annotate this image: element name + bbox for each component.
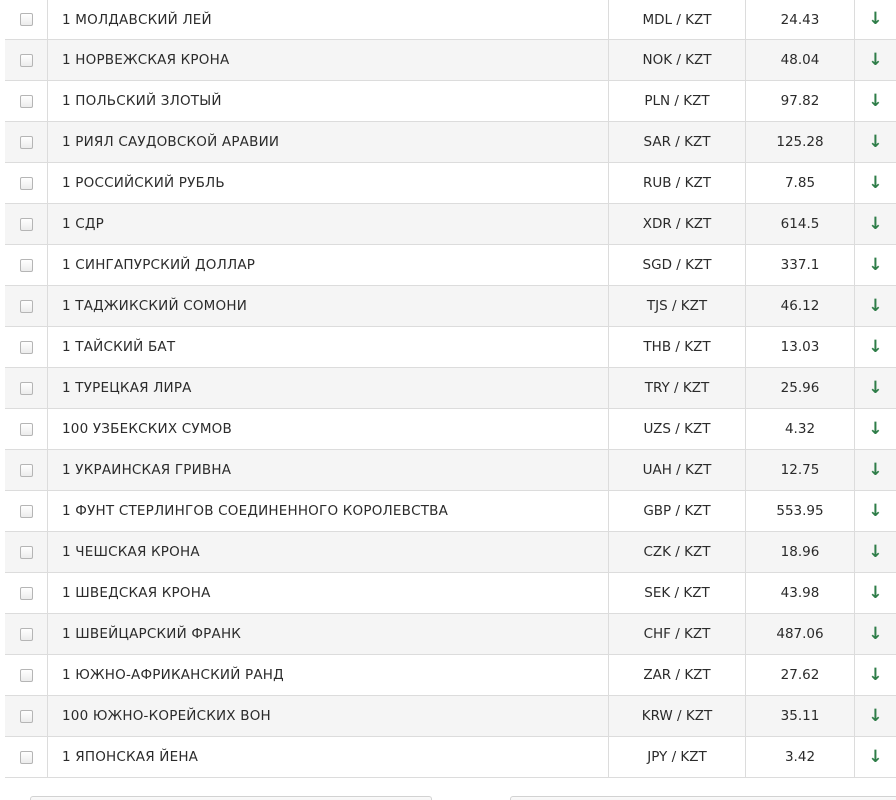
arrow-down-icon: ↓: [868, 623, 883, 644]
table-row[interactable]: [5, 491, 896, 532]
row-select-cell: [5, 655, 48, 696]
checkbox-icon[interactable]: [20, 136, 33, 149]
trend-cell: [855, 122, 896, 163]
exchange-rate-value: 3.42: [746, 737, 855, 778]
currency-name-cell: [48, 204, 609, 245]
trend-cell: [855, 532, 896, 573]
row-select-cell: [5, 0, 48, 40]
checkbox-icon[interactable]: [20, 54, 33, 67]
trend-cell: [855, 40, 896, 81]
arrow-down-icon: ↓: [868, 254, 883, 275]
currency-name-cell: [48, 286, 609, 327]
exchange-rate-value: 4.32: [746, 409, 855, 450]
exchange-rate-value: 18.96: [746, 532, 855, 573]
arrow-down-icon: ↓: [868, 9, 883, 29]
currency-pair: TJS / KZT: [609, 286, 746, 327]
currency-name: 1 ПОЛЬСКИЙ ЗЛОТЫЙ: [62, 93, 222, 109]
bottom-controls: [0, 778, 896, 800]
checkbox-icon[interactable]: [20, 546, 33, 559]
currency-pair: MDL / KZT: [609, 0, 746, 40]
arrow-down-icon: ↓: [868, 90, 883, 111]
trend-cell: [855, 286, 896, 327]
table-row[interactable]: [5, 327, 896, 368]
currency-name: 1 ШВЕДСКАЯ КРОНА: [62, 585, 211, 601]
table-row[interactable]: [5, 0, 896, 40]
table-row[interactable]: [5, 409, 896, 450]
arrow-down-icon: ↓: [868, 172, 883, 193]
exchange-rate-value: 48.04: [746, 40, 855, 81]
arrow-down-icon: ↓: [868, 49, 883, 70]
currency-name: 1 СИНГАПУРСКИЙ ДОЛЛАР: [62, 257, 256, 273]
checkbox-icon[interactable]: [20, 177, 33, 190]
currency-pair: ZAR / KZT: [609, 655, 746, 696]
table-row[interactable]: [5, 573, 896, 614]
currency-name: 1 ШВЕЙЦАРСКИЙ ФРАНК: [62, 626, 242, 642]
currency-name-cell: [48, 368, 609, 409]
arrow-down-icon: ↓: [868, 213, 883, 234]
row-select-cell: [5, 368, 48, 409]
checkbox-icon[interactable]: [20, 628, 33, 641]
currency-pair: CHF / KZT: [609, 614, 746, 655]
exchange-rates-table: [5, 0, 896, 778]
table-row[interactable]: [5, 655, 896, 696]
currency-pair: TRY / KZT: [609, 368, 746, 409]
exchange-rate-value: 12.75: [746, 450, 855, 491]
currency-pair: JPY / KZT: [609, 737, 746, 778]
trend-cell: [855, 450, 896, 491]
arrow-down-icon: ↓: [868, 418, 883, 439]
currency-pair: KRW / KZT: [609, 696, 746, 737]
currency-pair: GBP / KZT: [609, 491, 746, 532]
checkbox-icon[interactable]: [20, 259, 33, 272]
currency-pair: XDR / KZT: [609, 204, 746, 245]
currency-name: 1 ЧЕШСКАЯ КРОНА: [62, 544, 200, 560]
exchange-rate-value: 614.5: [746, 204, 855, 245]
currency-pair: UZS / KZT: [609, 409, 746, 450]
currency-name: 100 УЗБЕКСКИХ СУМОВ: [62, 421, 232, 437]
table-row[interactable]: [5, 368, 896, 409]
trend-cell: [855, 696, 896, 737]
currency-name: 1 ЮЖНО-АФРИКАНСКИЙ РАНД: [62, 667, 284, 683]
currency-name-cell: [48, 245, 609, 286]
trend-cell: [855, 0, 896, 40]
trend-cell: [855, 614, 896, 655]
arrow-down-icon: ↓: [868, 582, 883, 603]
currency-name: 1 МОЛДАВСКИЙ ЛЕЙ: [62, 11, 212, 28]
arrow-down-icon: ↓: [868, 746, 883, 767]
row-select-cell: [5, 409, 48, 450]
exchange-rate-value: 7.85: [746, 163, 855, 204]
checkbox-icon[interactable]: [20, 341, 33, 354]
currency-name: 1 ТУРЕЦКАЯ ЛИРА: [62, 380, 192, 396]
checkbox-icon[interactable]: [20, 95, 33, 108]
table-row[interactable]: [5, 737, 896, 778]
row-select-cell: [5, 122, 48, 163]
currency-name: 1 ЯПОНСКАЯ ЙЕНА: [62, 749, 199, 765]
currency-name: 1 ТАДЖИКСКИЙ СОМОНИ: [62, 298, 248, 314]
row-select-cell: [5, 163, 48, 204]
currency-name: 1 ФУНТ СТЕРЛИНГОВ СОЕДИНЕННОГО КОРОЛЕВСТВА: [62, 503, 449, 519]
currency-name: 1 РИЯЛ САУДОВСКОЙ АРАВИИ: [62, 134, 280, 150]
currency-name: 1 ТАЙСКИЙ БАТ: [62, 339, 176, 355]
row-select-cell: [5, 327, 48, 368]
exchange-rate-value: 487.06: [746, 614, 855, 655]
currency-pair: THB / KZT: [609, 327, 746, 368]
arrow-down-icon: ↓: [868, 131, 883, 152]
currency-name: 1 УКРАИНСКАЯ ГРИВНА: [62, 462, 232, 478]
checkbox-icon[interactable]: [20, 218, 33, 231]
exchange-rate-value: 43.98: [746, 573, 855, 614]
trend-cell: [855, 163, 896, 204]
row-select-cell: [5, 245, 48, 286]
currency-name-cell: [48, 450, 609, 491]
checkbox-icon[interactable]: [20, 505, 33, 518]
currency-name: 1 РОССИЙСКИЙ РУБЛЬ: [62, 175, 225, 191]
bottom-left-button[interactable]: [30, 796, 432, 800]
trend-cell: [855, 737, 896, 778]
currency-name-cell: [48, 491, 609, 532]
trend-cell: [855, 491, 896, 532]
trend-cell: [855, 409, 896, 450]
currency-name-cell: [48, 737, 609, 778]
arrow-down-icon: ↓: [868, 295, 883, 316]
row-select-cell: [5, 204, 48, 245]
exchange-rate-value: 27.62: [746, 655, 855, 696]
currency-name-cell: [48, 409, 609, 450]
table-row[interactable]: [5, 696, 896, 737]
table-row[interactable]: [5, 204, 896, 245]
currency-name-cell: [48, 122, 609, 163]
table-row[interactable]: [5, 40, 896, 81]
arrow-down-icon: ↓: [868, 705, 883, 726]
exchange-rate-value: 24.43: [746, 0, 855, 40]
trend-cell: [855, 245, 896, 286]
currency-pair: CZK / KZT: [609, 532, 746, 573]
currency-name-cell: [48, 327, 609, 368]
currency-name: 1 НОРВЕЖСКАЯ КРОНА: [62, 52, 230, 68]
checkbox-icon[interactable]: [20, 423, 33, 436]
table-row[interactable]: [5, 532, 896, 573]
currency-pair: SAR / KZT: [609, 122, 746, 163]
checkbox-icon[interactable]: [20, 669, 33, 682]
table-row[interactable]: [5, 286, 896, 327]
row-select-cell: [5, 286, 48, 327]
currency-pair: RUB / KZT: [609, 163, 746, 204]
table-row[interactable]: [5, 614, 896, 655]
arrow-down-icon: ↓: [868, 500, 883, 521]
table-row[interactable]: [5, 245, 896, 286]
row-select-cell: [5, 450, 48, 491]
currency-pair: SGD / KZT: [609, 245, 746, 286]
arrow-down-icon: ↓: [868, 541, 883, 562]
trend-cell: [855, 573, 896, 614]
row-select-cell: [5, 40, 48, 81]
trend-cell: [855, 368, 896, 409]
currency-name-cell: [48, 40, 609, 81]
row-select-cell: [5, 532, 48, 573]
exchange-rate-value: 35.11: [746, 696, 855, 737]
row-select-cell: [5, 737, 48, 778]
row-select-cell: [5, 81, 48, 122]
currency-name-cell: [48, 532, 609, 573]
currency-pair: PLN / KZT: [609, 81, 746, 122]
checkbox-icon[interactable]: [20, 464, 33, 477]
exchange-rate-value: 25.96: [746, 368, 855, 409]
currency-pair: NOK / KZT: [609, 40, 746, 81]
table-row[interactable]: [5, 450, 896, 491]
currency-name-cell: [48, 655, 609, 696]
exchange-rate-value: 337.1: [746, 245, 855, 286]
checkbox-icon[interactable]: [20, 382, 33, 395]
rates-table-body: [5, 0, 896, 778]
bottom-right-button[interactable]: [510, 796, 896, 800]
checkbox-icon[interactable]: [20, 710, 33, 723]
trend-cell: [855, 81, 896, 122]
row-select-cell: [5, 573, 48, 614]
exchange-rate-value: 46.12: [746, 286, 855, 327]
currency-name-cell: [48, 614, 609, 655]
currency-name: 1 СДР: [62, 216, 104, 232]
currency-name-cell: [48, 81, 609, 122]
checkbox-icon[interactable]: [20, 587, 33, 600]
arrow-down-icon: ↓: [868, 336, 883, 357]
trend-cell: [855, 655, 896, 696]
checkbox-icon[interactable]: [20, 751, 33, 764]
checkbox-icon[interactable]: [20, 300, 33, 313]
arrow-down-icon: ↓: [868, 459, 883, 480]
arrow-down-icon: ↓: [868, 377, 883, 398]
currency-name-cell: [48, 696, 609, 737]
row-select-cell: [5, 614, 48, 655]
currency-name-cell: [48, 0, 609, 40]
trend-cell: [855, 204, 896, 245]
currency-pair: UAH / KZT: [609, 450, 746, 491]
exchange-rate-value: 553.95: [746, 491, 855, 532]
currency-name: 100 ЮЖНО-КОРЕЙСКИХ ВОН: [62, 708, 271, 724]
row-select-cell: [5, 696, 48, 737]
table-row[interactable]: [5, 81, 896, 122]
row-select-cell: [5, 491, 48, 532]
exchange-rate-value: 13.03: [746, 327, 855, 368]
trend-cell: [855, 327, 896, 368]
currency-pair: SEK / KZT: [609, 573, 746, 614]
table-row[interactable]: [5, 163, 896, 204]
exchange-rate-value: 97.82: [746, 81, 855, 122]
exchange-rate-value: 125.28: [746, 122, 855, 163]
currency-name-cell: [48, 573, 609, 614]
arrow-down-icon: ↓: [868, 664, 883, 685]
checkbox-icon[interactable]: [20, 13, 33, 26]
currency-name-cell: [48, 163, 609, 204]
table-row[interactable]: [5, 122, 896, 163]
